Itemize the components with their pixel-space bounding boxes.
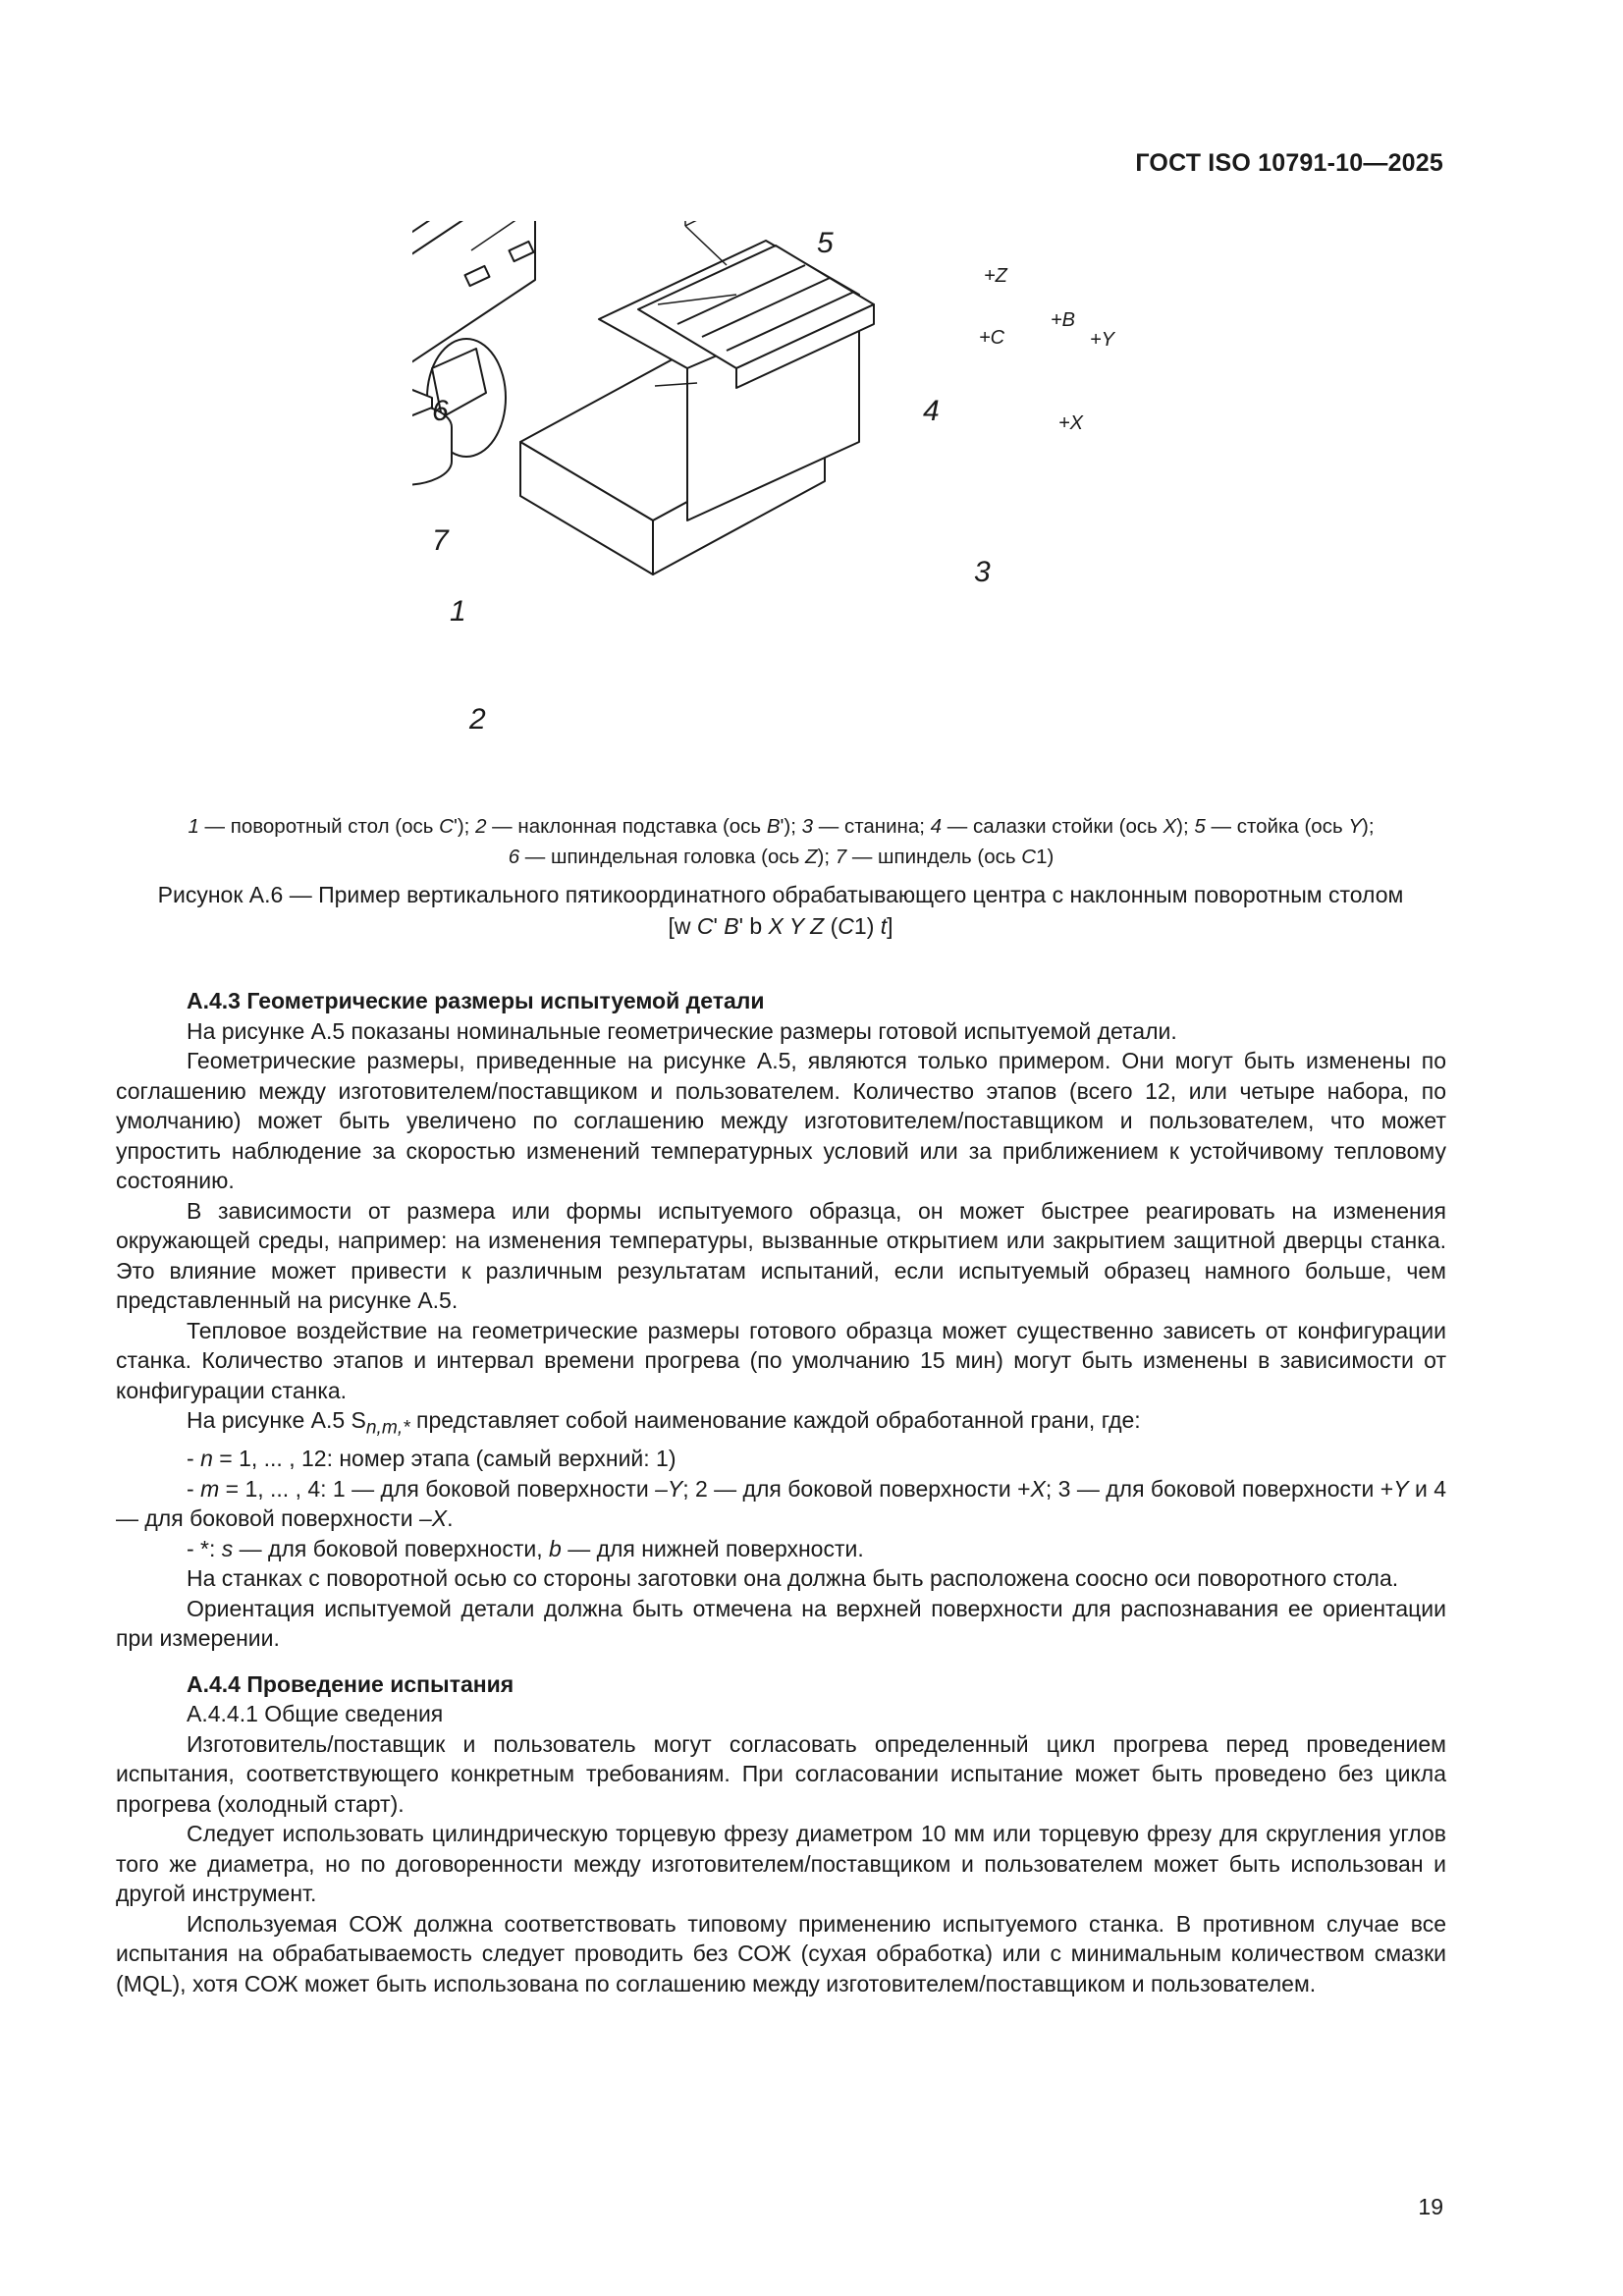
legend-text: ); [1362,815,1375,838]
paragraph [116,1405,1446,1444]
caption-text: ( [824,913,839,939]
text-run: и 4 — для боковой поверхности [116,1475,1446,1532]
page-number: 19 [1418,2194,1443,2219]
legend-num: 3 [801,815,814,838]
variable: n [200,1446,213,1472]
caption-text: Рисунок А.6 — Пример вертикального пятикоординатного обрабатывающего центра с наклонным поворотным столом [w [157,882,1404,939]
caption-italic: t [880,913,888,939]
paragraph: Геометрические размеры, приведенные на рисунке А.5, являются только примером. Они могут быть изменены по соглашению между изготовителем/поставщиком и пользователем. Количество этапов (всего 12, или четыре набора, по умолчанию) может быть увеличено по соглашению между изготовителем/поставщиком и пользователем, что может упростить наблюдение за скоростью изменений температурных условий или за приближением к устойчивому тепловому состоянию. [116,1048,1446,1193]
document-header: ГОСТ ISO 10791-10—2025 [1135,149,1443,177]
legend-num: 5 [1194,815,1206,838]
subsection-title: А.4.4.1 Общие сведения [187,1701,444,1727]
text-run: - *: [187,1535,222,1561]
text-run: . [447,1505,454,1532]
machine-figure [412,221,1119,800]
caption-italic: C [696,913,714,939]
part-label-7: 7 [432,524,449,557]
part-label-3: 3 [974,556,991,588]
text-run: ; 3 — для боковой поверхности + [1045,1475,1394,1502]
variable: s [221,1535,234,1561]
variable: m [200,1475,220,1502]
figure-caption [147,879,1414,942]
paragraph: Ориентация испытуемой детали должна быть отмечена на верхней поверхности для распознавания ее ориентации при измерении. [116,1595,1446,1652]
variable: –X [418,1505,448,1532]
variable: X [1030,1475,1046,1502]
legend-text: — салазки стойки (ось [942,815,1163,838]
part-label-2: 2 [469,703,486,736]
text-run: - [187,1475,201,1502]
caption-text: ] [887,913,893,939]
list-item [116,1534,1446,1564]
text-run: - [187,1446,201,1472]
text-run: представляет собой наименование каждой обработанной грани, где: [409,1407,1141,1433]
caption-italic: B [724,913,739,939]
list-item [116,1444,1446,1474]
legend-axis: C [439,815,454,838]
legend-text: — наклонная подставка (ось [486,815,767,838]
legend-text: 1) [1036,846,1055,868]
legend-axis: C [1021,846,1037,868]
text-run: На рисунке А.5 S [187,1407,366,1433]
tilting-base [412,404,452,485]
legend-text: '); [453,815,476,838]
section-heading-a43: А.4.3 Геометрические размеры испытуемой детали [187,988,765,1013]
legend-text: '); [780,815,802,838]
section-heading-a44: А.4.4 Проведение испытания [187,1670,514,1697]
text-run: — для нижней поверхности. [561,1535,864,1561]
paragraph: В зависимости от размера или формы испытуемого образца, он может быстрее реагировать на изменения окружающей среды, например: на изменения температуры, вызванные открытием или закрытием защитной дверцы станка. Это влияние может привести к различным результатам испытаний, если испытуемый образец намного больше, чем представленный на рисунке А.5. [116,1197,1446,1313]
axis-label-b: +B [1051,309,1076,331]
axis-label-z: +Z [984,265,1007,287]
paragraph: Следует использовать цилиндрическую торцевую фрезу диаметром 10 мм или торцевую фрезу для скругления углов того же диаметра, но по договоренности между изготовителем/поставщиком и пользователем может быть использован и другой инструмент. [116,1821,1446,1907]
legend-text: — станина; [813,815,931,838]
legend-text: — шпиндельная головка (ось [519,846,805,868]
text-run: = 1, ... , 12: номер этапа (самый верхний: 1) [212,1446,676,1472]
part-label-4: 4 [923,395,940,427]
caption-text: ' [713,913,725,939]
legend-text: — шпиндель (ось [846,846,1022,868]
caption-text: ' b [738,913,769,939]
figure-legend [116,811,1446,872]
axis-system [670,221,727,265]
list-item [116,1474,1446,1534]
paragraph: На станках с поворотной осью со стороны заготовки она должна быть расположена соосно оси поворотного стола. [187,1565,1399,1592]
axis-label-c: +C [979,327,1005,349]
legend-num: 6 [508,846,520,868]
subscript: n,m,* [365,1417,410,1439]
axis-label-x: +X [1058,412,1084,434]
legend-axis: Y [1348,815,1363,838]
legend-num: 4 [930,815,943,838]
legend-axis: B [766,815,781,838]
part-label-6: 6 [432,395,449,427]
text-run: — для боковой поверхности, [233,1535,550,1561]
caption-italic: X Y Z [768,913,825,939]
body-text [116,986,1446,1998]
paragraph: Используемая СОЖ должна соответствовать типовому применению испытуемого станка. В противном случае все испытания на обрабатываемость следует проводить без СОЖ (сухая обработка) или с минимальным количеством смазки (MQL), хотя СОЖ может быть использована по соглашению между изготовителем/поставщиком и пользователем. [116,1910,1446,1996]
variable: –Y [655,1475,683,1502]
caption-italic: C [838,913,854,939]
legend-text: ); [817,846,836,868]
text-run: = 1, ... , 4: 1 — для боковой поверхности [219,1475,656,1502]
legend-num: 1 [188,815,199,838]
variable: b [549,1535,562,1561]
paragraph: Изготовитель/поставщик и пользователь могут согласовать определенный цикл прогрева перед проведением испытания, соответствующего конкретным требованиям. При согласовании испытание может быть проведено без цикла прогрева (холодный старт). [116,1730,1446,1817]
legend-text: — стойка (ось [1205,815,1349,838]
part-label-1: 1 [450,595,466,628]
axis-label-y: +Y [1090,329,1115,351]
text-run: ; 2 — для боковой поверхности + [682,1475,1031,1502]
variable: Y [1393,1475,1409,1502]
legend-axis: Z [805,846,818,868]
legend-text: — поворотный стол (ось [198,815,440,838]
caption-text: 1) [853,913,881,939]
paragraph: На рисунке А.5 показаны номинальные геометрические размеры готовой испытуемой детали. [187,1017,1177,1044]
legend-num: 7 [835,846,847,868]
legend-num: 2 [475,815,487,838]
legend-axis: X [1163,815,1177,838]
legend-text: ); [1176,815,1195,838]
part-label-5: 5 [817,227,834,259]
paragraph: Тепловое воздействие на геометрические размеры готового образца может существенно зависеть от конфигурации станка. Количество этапов и интервал времени прогрева (по умолчанию 15 мин) могут быть изменены в зависимости от конфигурации станка. [116,1317,1446,1403]
